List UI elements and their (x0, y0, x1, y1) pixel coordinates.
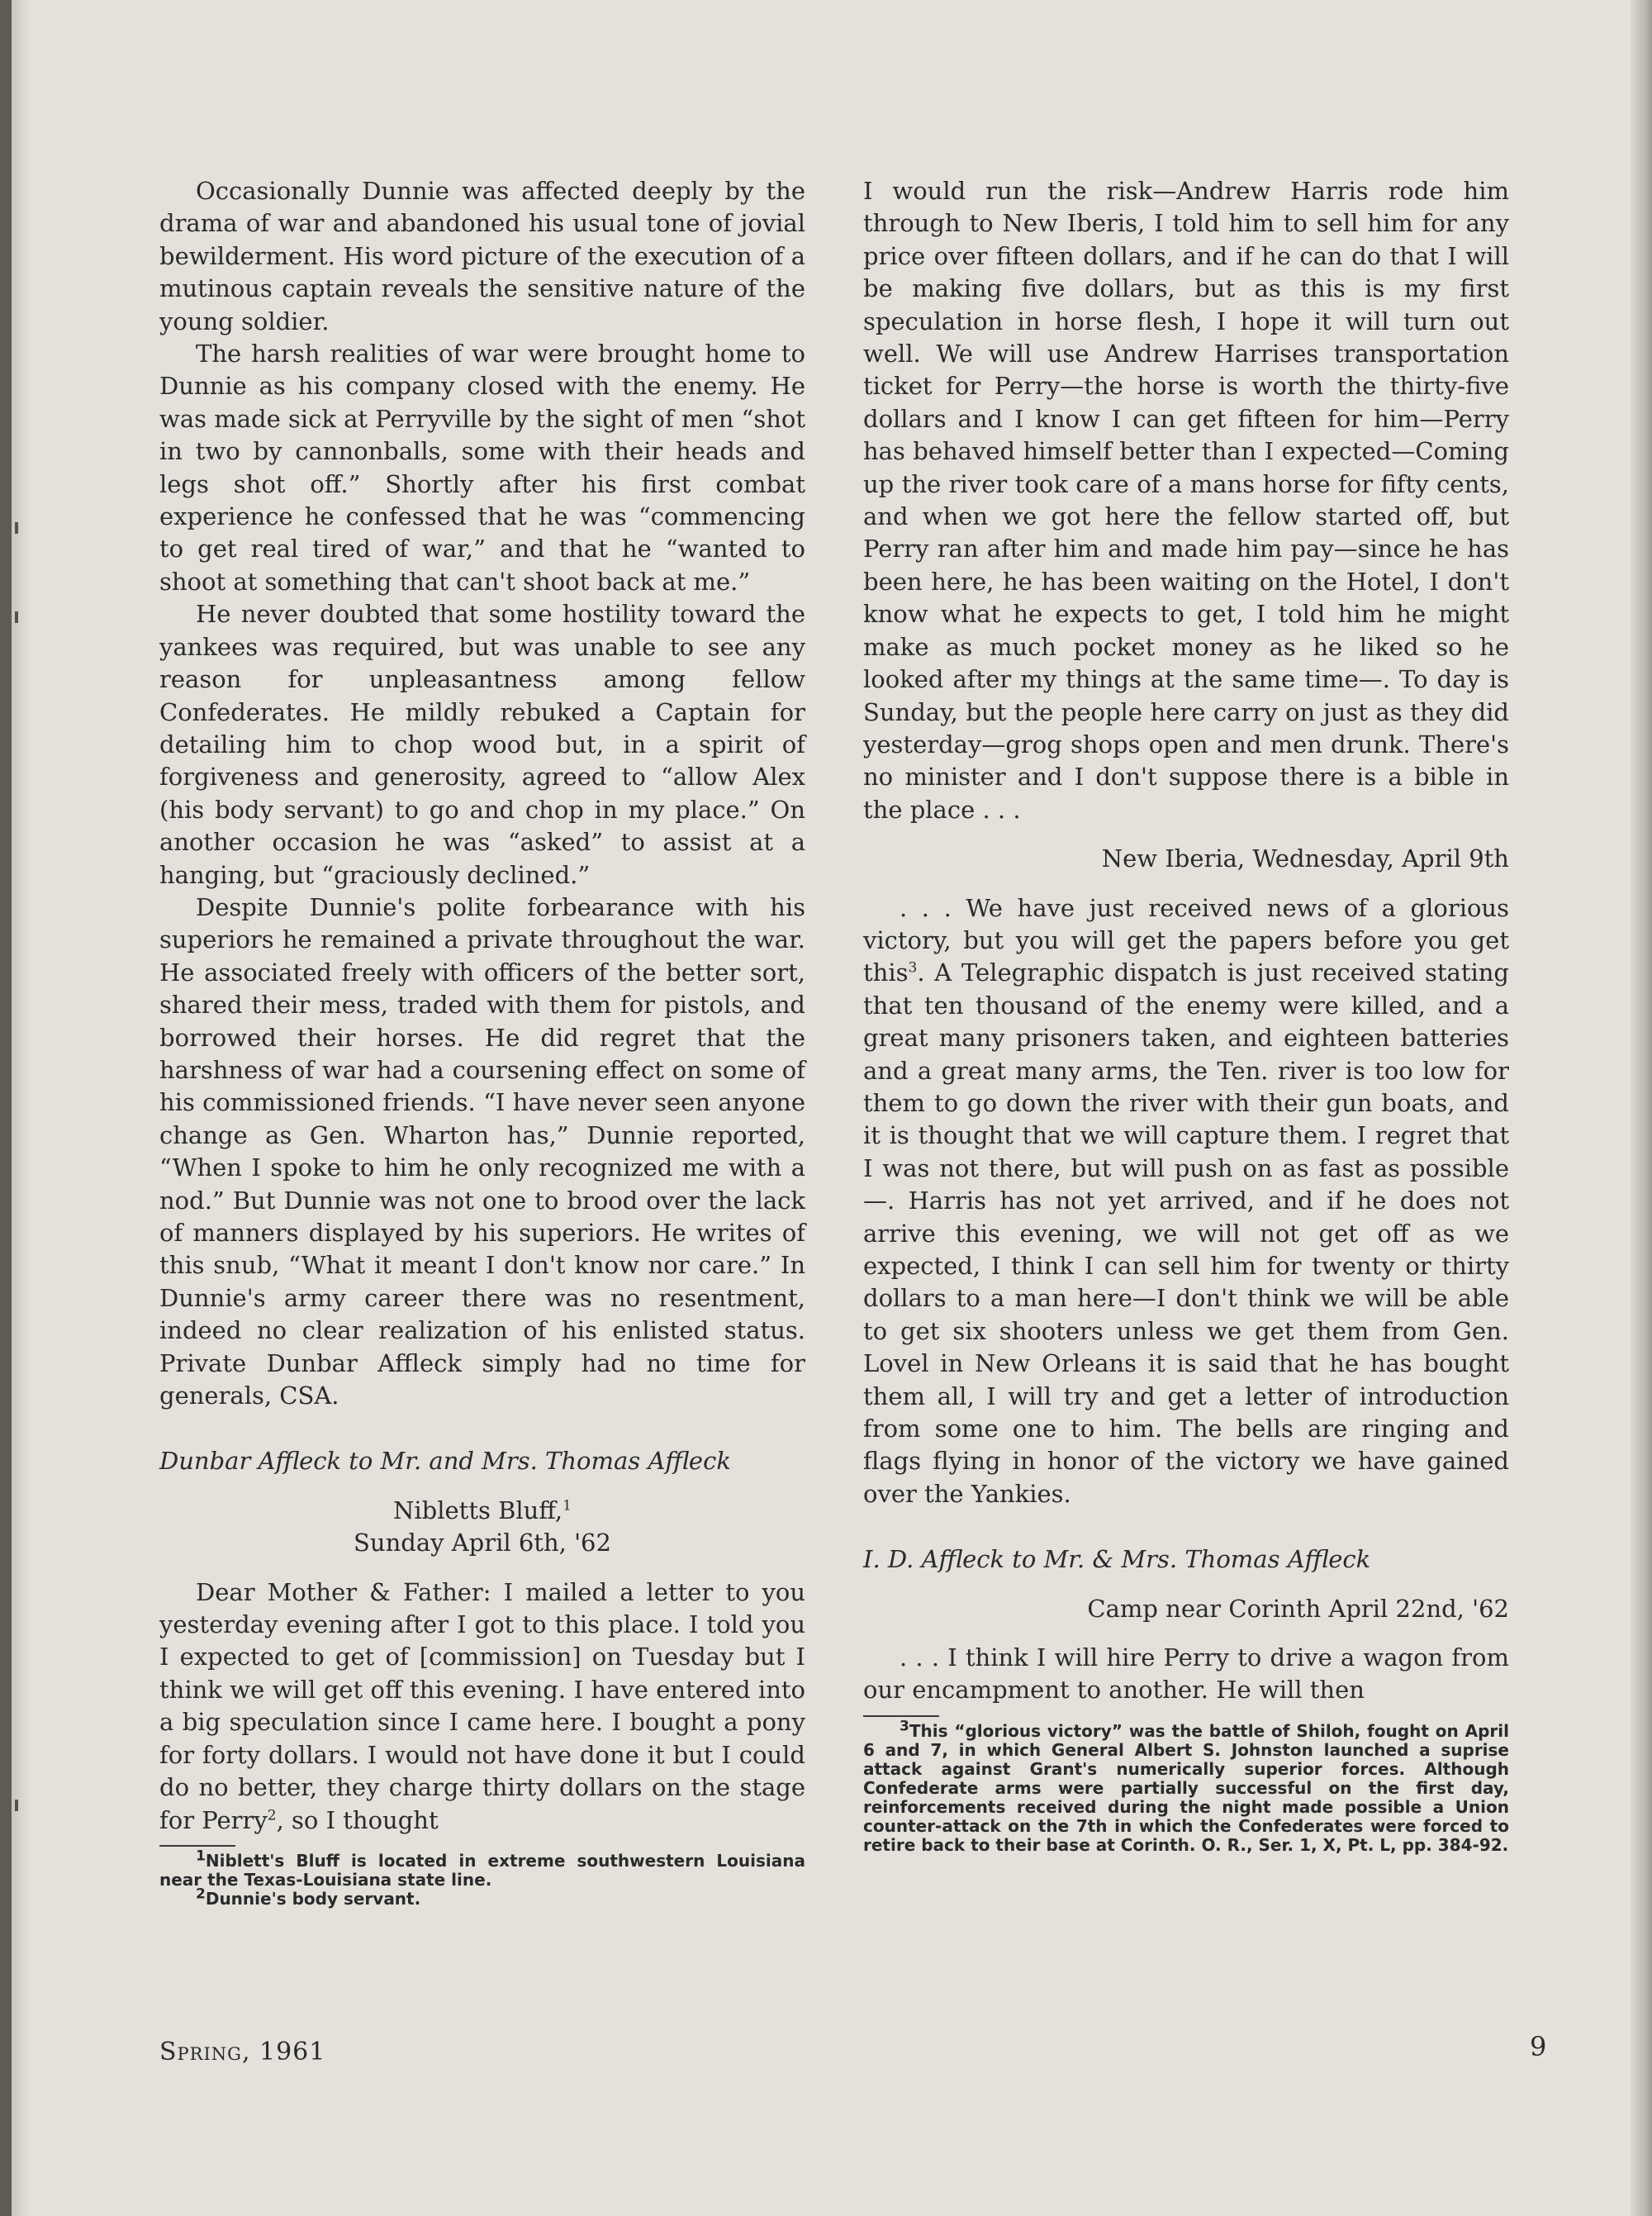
right-column (863, 175, 1509, 1855)
margin-mark (15, 611, 18, 623)
letter-place: Nibletts Bluff,$^1$ (393, 1496, 572, 1524)
footnote: $^3$This “glorious victory” was the battle of Shiloh, fought on April 6 and 7, in which General Albert S. Johnston launched a suprise attack against Grant's numerically superior forces. Although Confederate arms were partially successful on the first day, reinforcements received during the night made possible a Union counter-attack on the 7th in which the Confederates were forced to retire back to their base at Corinth. O. R., Ser. 1, X, Pt. L, pp. 384-92. (863, 1718, 1509, 1855)
footnote-rule (863, 1715, 939, 1717)
letter-heading: Dunbar Affleck to Mr. and Mrs. Thomas Affleck (159, 1447, 731, 1476)
footnote-rule (159, 1845, 235, 1847)
footnote: $^2$Dunnie's body servant. (196, 1886, 421, 1909)
letter-date: Sunday April 6th, '62 (354, 1529, 611, 1557)
page-gutter (12, 0, 30, 2216)
paragraph: The harsh realities of war were brought home to Dunnie as his company closed with the enemy. He was made sick at Perryville by the sight of men “shot in two by cannonballs, some with their heads and legs shot off.” Shortly after his first combat experience he confessed that he was “commencing to get real tired of war,” and that he “wanted to shoot at something that can't shoot back at me.” (159, 340, 805, 596)
letter-dateline: Camp near Corinth April 22nd, '62 (1087, 1594, 1509, 1623)
letter-body: . . . We have just received news of a glorious victory, but you will get the papers before you get this$^3$. A Telegraphic dispatch is just received stating that ten thousand of the enemy were killed, and a great many prisoners taken, and eighteen batteries and a great many arms, the Ten. river is too low for them to go down the river with their gun boats, and it is thought that we will capture them. I regret that I was not there, but will push on as fast as possible—. Harris has not yet arrived, and if he does not arrive this evening, we will not get off as we expected, I think I can sell him for twenty or thirty dollars to a man here—I don't think we will be able to get six shooters unless we get them from Gen. Lovel in New Orleans it is said that he has bought them all, I will try and get a letter of introduction from some one to him. The bells are ringing and flags flying in honor of the victory we have gained over the Yankies. (863, 893, 1509, 1508)
page-edge (1631, 0, 1652, 2216)
letter-body: Dear Mother & Father: I mailed a letter to you yesterday evening after I got to this place. I told you I expected to get of [commission] on Tuesday but I think we will get off this evening. I have entered into a big speculation since I came here. I bought a pony for forty dollars. I would not have done it but I could do no better, they charge thirty dollars on the stage for Perry$^2$, so I thought (159, 1577, 805, 1834)
letter-body: . . . I think I will hire Perry to drive a wagon from our encampment to another. He will then (863, 1643, 1509, 1705)
footnote-ref: 2 (267, 1806, 277, 1824)
issue-label: Spring, 1961 (159, 2038, 326, 2066)
margin-mark (15, 522, 18, 534)
paragraph: He never doubted that some hostility toward the yankees was required, but was unable to see any reason for unpleasantness among fellow Confederates. He mildly rebuked a Captain for detailing him to chop wood but, in a spirit of forgiveness and generosity, agreed to “allow Alex (his body servant) to go and chop in my place.” On another occasion he was “asked” to assist at a hanging, but “graciously declined.” (159, 600, 805, 889)
footnote: $^1$Niblett's Bluff is located in extreme southwestern Louisiana near the Texas-Louisiana state line. (159, 1847, 805, 1890)
footnote-ref: 1 (563, 1497, 572, 1515)
paragraph: Occasionally Dunnie was affected deeply by the drama of war and abandoned his usual tone of jovial bewilderment. His word picture of the execution of a mutinous captain reveals the sensitive nature of the young soldier. (159, 177, 805, 335)
letter-body: I would run the risk—Andrew Harris rode him through to New Iberis, I told him to sell him for any price over fifteen dollars, and if he can do that I will be making five dollars, but as this is my first speculation in horse flesh, I hope it will turn out well. We will use Andrew Harrises transportation ticket for Perry—the horse is worth the thirty-five dollars and I know I can get fifteen for him—Perry has behaved himself better than I expected—Coming up the river took care of a mans horse for fifty cents, and when we got here the fellow started off, but Perry ran after him and made him pay—since he has been here, he has been waiting on the Hotel, I don't know what he expects to get, I told him he might make as much pocket money as he liked so he looked after my things at the same time—. To day is Sunday, but the people here carry on just as they did yesterday—grog shops open and men drunk. There's no minister and I don't suppose there is a bible in the place . . . (863, 177, 1509, 824)
journal-page (12, 0, 1652, 2216)
letter-dateline: New Iberia, Wednesday, April 9th (1101, 844, 1509, 873)
footnote-ref: 3 (908, 959, 918, 977)
letter-heading: I. D. Affleck to Mr. & Mrs. Thomas Affleck (863, 1545, 1371, 1574)
left-column (159, 175, 805, 1909)
margin-mark (15, 1800, 18, 1811)
paragraph: Despite Dunnie's polite forbearance with his superiors he remained a private throughout the war. He associated freely with officers of the better sort, shared their mess, traded with them for pistols, and borrowed their horses. He did regret that the harshness of war had a coursening effect on some of his commissioned friends. “I have never seen anyone change as Gen. Wharton has,” Dunnie reported, “When I spoke to him he only recognized me with a nod.” But Dunnie was not one to brood over the lack of manners displayed by his superiors. He writes of this snub, “What it meant I don't know nor care.” In Dunnie's army career there was no resentment, indeed no clear realization of his enlisted status. Private Dunbar Affleck simply had no time for generals, CSA. (159, 892, 805, 1410)
page-number: 9 (1530, 2031, 1547, 2062)
